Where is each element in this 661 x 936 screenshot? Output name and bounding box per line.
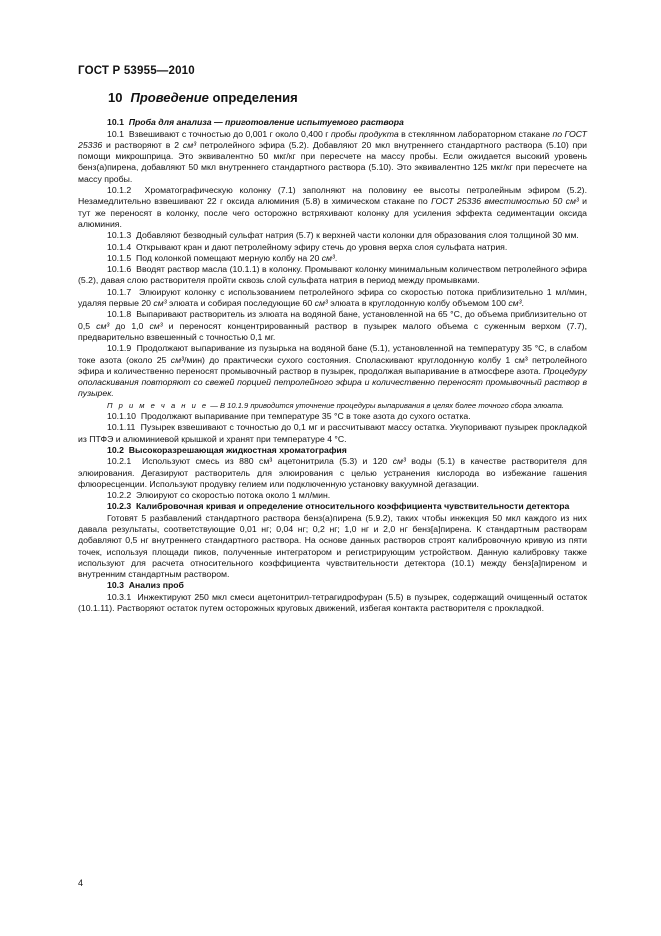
para-number: 10.1.6 [107, 264, 132, 275]
heading-10-1 [78, 117, 587, 128]
para-10-1-4 [78, 242, 587, 253]
para-10-2-2 [78, 490, 587, 501]
para-text: воды (5.1) в качестве растворителя для элюирования. Дегазируют растворитель для элюирования с целью устранения кислорода во избежание гашения флюоресценции. Используют продувку гелием или подключенную установку вакуумной дегазации. [78, 456, 588, 489]
section-10-heading [108, 92, 587, 103]
para-number: 10.1.10 [107, 411, 136, 422]
para-italic: ГОСТ 25336 вместимостью 50 см³ [431, 196, 579, 207]
document-body [78, 92, 587, 614]
para-text: и тут же переносят в колонку, после чего осторожно встряхивают колонку для усиления эффекта седиментации оксида алюминия. [78, 196, 587, 229]
para-10-1-7 [78, 287, 587, 310]
heading-title: Проба для анализа — приготовление испытуемого раствора [128, 117, 404, 128]
para-text: Открывают кран и дают петролейному эфиру стечь до уровня верха слоя сульфата натрия. [135, 241, 508, 252]
para-italic: см³ [392, 456, 406, 467]
note-text: — В 10.1.9 приводится уточнение процедуры выпаривания в целях более точного сбора элюата. [208, 400, 564, 410]
para-text: элюата в круглодонную колбу объемом 100 [327, 298, 509, 309]
para-text: Выпаривают растворитель из элюата на водяной бане, установленной на 65 °С, до объема приблизительно от 0,5 [78, 309, 587, 331]
section-title-italic: Проведение [130, 90, 209, 105]
para-number: 10.1.2 [107, 185, 132, 196]
para-text: Под колонкой помещают мерную колбу на 20 [135, 252, 322, 263]
heading-title: Анализ проб [128, 580, 184, 591]
para-italic: см³ [314, 298, 328, 309]
heading-number: 10.2.3 [107, 501, 132, 512]
para-10-1-5 [78, 253, 587, 264]
section-title-rest: определения [208, 90, 298, 105]
heading-10-2-3 [78, 501, 587, 512]
note-block [78, 400, 587, 411]
para-italic: см³ [170, 354, 184, 365]
para-italic: по ГОСТ 25336 [78, 128, 587, 150]
para-number: 10.1 [107, 128, 124, 139]
para-italic: пробы продукта [330, 128, 399, 139]
para-10-1-2 [78, 185, 587, 230]
para-10-1-10 [78, 411, 587, 422]
para-italic: см³ [153, 298, 167, 309]
para-10-1-9 [78, 343, 587, 399]
para-text: Продолжают выпаривание при температуре 35 °С в токе азота до сухого остатка. [140, 411, 471, 422]
para-text: Взвешивают с точностью до 0,001 г около 0,400 г [128, 128, 331, 139]
para-text: Пузырек взвешивают с точностью до 0,1 мг и рассчитывают массу остатка. Укупоривают пузырек прокладкой из ПТФЭ и алюминиевой крышкой и хранят при температуре 4 °С. [78, 422, 588, 444]
para-10-1-6 [78, 264, 587, 287]
para-text: Продолжают выпаривание из пузырька на водяной бане (5.1), установленной на температуру 35 °С, в слабом токе азота (около 25 [78, 343, 587, 365]
para-italic: Процедуру ополаскивания повторяют со свежей порцией петролейного эфира и количественно переносят промывочный раствор в пузырек. [78, 365, 587, 399]
para-10-1-1 [78, 129, 587, 185]
para-10-1-11 [78, 422, 587, 445]
standard-header: ГОСТ Р 53955—2010 [78, 65, 195, 77]
para-italic: см³ [508, 298, 522, 309]
para-number: 10.1.5 [107, 252, 132, 263]
para-italic: см³ [321, 252, 335, 263]
heading-10-3 [78, 580, 587, 591]
para-text: и растворяют в 2 [102, 139, 183, 150]
para-number: 10.2.2 [107, 490, 132, 501]
heading-number: 10.2 [107, 444, 124, 455]
para-italic: см³ [182, 139, 197, 150]
para-text: Инжектируют 250 мкл смеси ацетонитрил-тетрагидрофуран (5.5) в пузырек, содержащий очищенный остаток (10.1.11). Растворяют остаток путем осторожных круговых движений, избегая контакта растворителя с прокладкой. [78, 591, 588, 614]
para-text: петролейного эфира (5.2). Добавляют 20 мкл внутреннего стандартного раствора (5.10) при помощи микрошприца. Это эквивалентно 50 мкг/кг при пересчете на массу пробы. Если ожидается высокий уровень бенз(а)пирена, добавляют 50 мкл внутреннего стандартного раствора (5.10). Это эквивалентно 125 мкг/кг при пересчете на массу пробы. [78, 139, 587, 184]
para-number: 10.1.8 [107, 309, 132, 320]
para-number: 10.1.9 [107, 343, 132, 354]
para-text: /мин) до практически сухого состояния. Споласкивают круглодонную колбу 1 см³ петролейного эфира и количественно переносят промывочный раствор в пузырек, продолжая выпаривание в атмосфере азота. [78, 354, 587, 376]
para-text: Элюируют колонку с использованием петролейного эфира со скоростью потока приблизительно 1 мл/мин, удаляя первые 20 [78, 286, 587, 309]
para-text: Добавляют безводный сульфат натрия (5.7) к верхней части колонки для образования слоя толщиной 30 мм. [135, 230, 579, 241]
para-text: . [334, 252, 338, 263]
para-text: в стеклянном лабораторном стакане [398, 128, 553, 139]
para-italic: см³ [149, 320, 163, 331]
para-text: Вводят раствор масла (10.1.1) в колонку. Промывают колонку минимальным количеством петролейного эфира (5.2), давая слою растворителя пройти сквозь слой сульфата натрия в период между промывками. [78, 264, 588, 286]
para-10-2-3: Готовят 5 разбавлений стандартного раствора бенз(а)пирена (5.9.2), таких чтобы инжекция 50 мкл каждого из них давала результаты, соответствующие 0,01 нг; 0,04 нг; 0,2 нг; 1,0 нг и 2,0 нг бенз[а]пирена. К стандартным растворам добавляют 0,5 нг внутреннего стандартного раствора. На основе данных растворов строят калибровочную кривую из пяти точек, используя площади пиков, полученные интегратором и регистрирующим устройством. Данную калибровку также используют для расчета относительного коэффициента чувствительности детектора (10.1) между бенз[а]пиреном и внутренним стандартным раствором. [78, 512, 587, 580]
para-10-1-8 [78, 309, 587, 343]
para-10-2-1 [78, 456, 587, 490]
para-text: Хроматографическую колонку (7.1) заполняют на половину ее высоты петролейным эфиром (5.2). Незамедлительно взвешивают 22 г оксида алюминия (5.8) в химическом стакане по [78, 185, 587, 207]
heading-number: 10.1 [107, 117, 124, 128]
heading-number: 10.3 [107, 580, 124, 591]
para-number: 10.2.1 [107, 456, 132, 467]
para-text: . [521, 298, 524, 309]
heading-10-2 [78, 445, 587, 456]
para-number: 10.1.4 [107, 241, 132, 252]
para-10-3-1 [78, 592, 587, 615]
para-text: до 1,0 [109, 320, 150, 331]
para-number: 10.3.1 [107, 591, 132, 602]
para-text: и переносят концентрированный раствор в пузырек малого объема с суженным верхом (7.7), предварительно взвешенный с точностью 0,1 мг. [78, 320, 587, 342]
para-10-1-3 [78, 230, 587, 241]
para-text: элюата и собирая последующие 60 [166, 298, 315, 309]
para-number: 10.1.11 [107, 422, 136, 433]
para-text: Используют смесь из 880 см³ ацетонитрила (5.3) и 120 [141, 456, 393, 467]
heading-title: Калибровочная кривая и определение относительного коэффициента чувствительности детектора [135, 501, 570, 512]
para-number: 10.1.7 [107, 286, 132, 297]
page-number: 4 [78, 878, 84, 888]
heading-title: Высокоразрешающая жидкостная хроматография [128, 444, 347, 455]
para-text: Элюируют со скоростью потока около 1 мл/мин. [135, 490, 331, 501]
para-number: 10.1.3 [107, 230, 132, 241]
note-label: П р и м е ч а н и е [107, 400, 209, 410]
para-italic: см³ [96, 320, 110, 331]
section-number: 10 [108, 90, 123, 105]
